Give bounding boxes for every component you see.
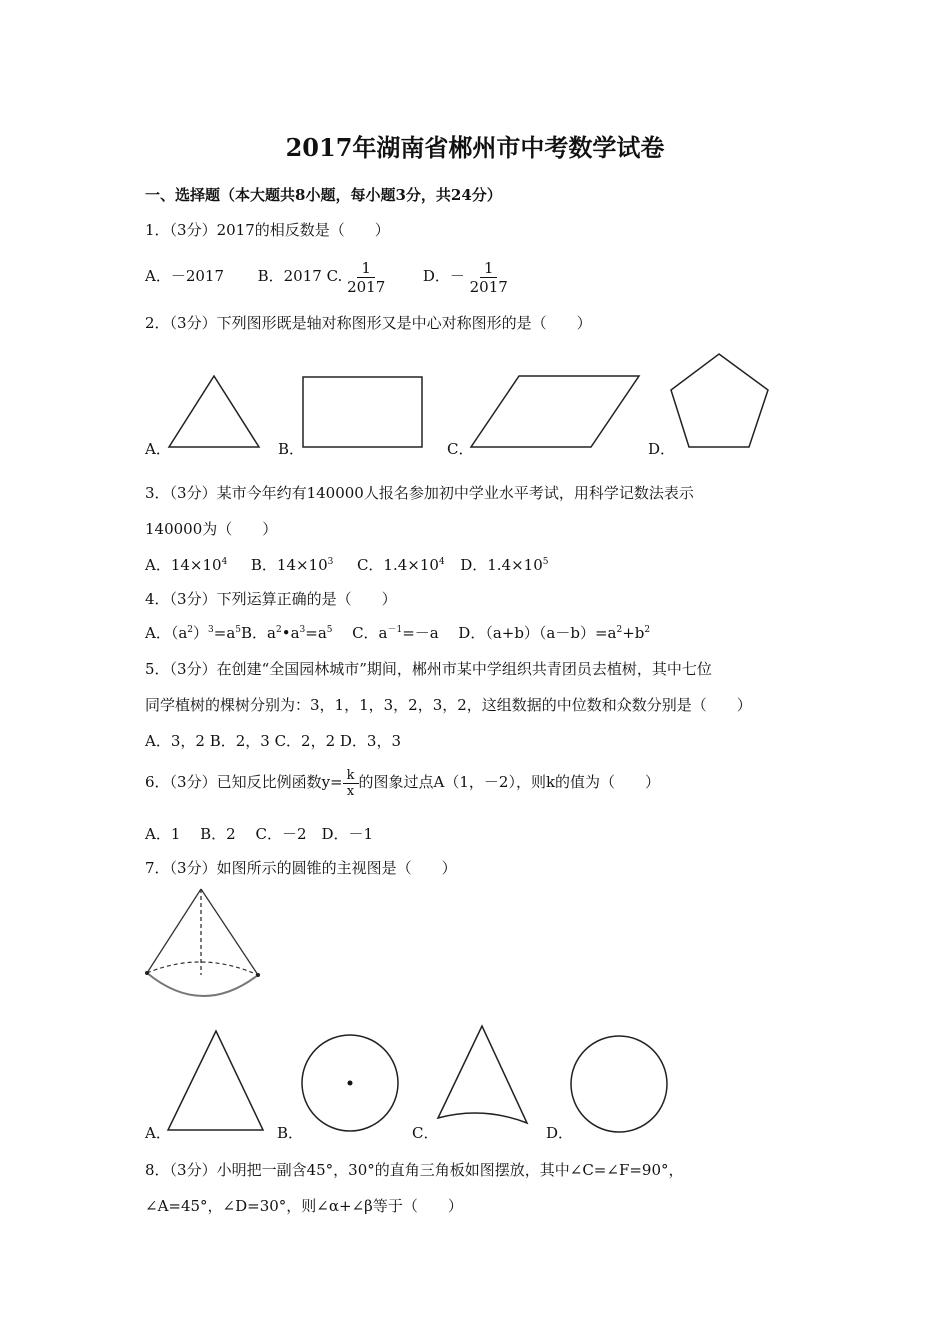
q4-option-b: B．a — [241, 624, 276, 642]
q3-option-a: A．14×10 — [145, 556, 222, 574]
exponent: 2 — [616, 625, 623, 635]
text-part: =a — [213, 624, 236, 642]
question-6-options: A．1 B．2 C．－2 D．－1 — [145, 825, 374, 843]
q4-option-a: A．（a — [145, 624, 188, 642]
q7-option-a: A． — [145, 1124, 171, 1142]
page-title: 2017年湖南省郴州市中考数学试卷 — [285, 133, 665, 162]
question-1-stem: 1．（3分）2017的相反数是（ ） — [145, 221, 390, 239]
text-part: •a — [281, 624, 300, 642]
fraction-denominator: 2017 — [347, 277, 386, 296]
q2-option-b: B． — [278, 440, 305, 458]
exponent: 3 — [299, 625, 306, 635]
option-b-center-dot — [348, 1081, 353, 1086]
q7-option-d: D． — [546, 1124, 574, 1142]
q1-option-b: B．2017 — [257, 267, 322, 285]
fraction-numerator: k — [343, 768, 359, 784]
q2-option-c: C． — [447, 440, 474, 458]
question-5-stem-line1: 5．（3分）在创建“全国园林城市”期间，郴州市某中学组织共青团员去植树，其中七位 — [145, 660, 712, 678]
text-part: ） — [193, 624, 209, 642]
exponent: －1 — [387, 625, 403, 635]
question-3-stem-line1: 3．（3分）某市今年约有140000人报名参加初中学业水平考试，用科学记数法表示 — [145, 484, 694, 502]
q1-option-c: C. — [326, 267, 343, 285]
question-5-stem-line2: 同学植树的棵树分别为：3，1，1，3，2，3，2，这组数据的中位数和众数分别是（ ） — [145, 696, 752, 714]
fraction-numerator: 1 — [357, 259, 375, 278]
q6-stem-post: 的图象过点A（1，－2），则k的值为（ ） — [358, 773, 661, 791]
q3-option-d: D．1.4×10 — [460, 556, 543, 574]
q3-option-b: B．14×10 — [250, 556, 328, 574]
exponent: 2 — [187, 625, 194, 635]
option-c-sector — [438, 1026, 527, 1123]
question-8-stem-line2: ∠A=45°，∠D=30°，则∠α+∠β等于（ ） — [145, 1197, 463, 1215]
q7-option-c: C． — [412, 1124, 439, 1142]
exponent: 5 — [235, 625, 242, 635]
question-3-stem-line2: 140000为（ ） — [145, 520, 278, 538]
section-heading: 一、选择题（本大题共8小题，每小题3分，共24分） — [145, 186, 502, 204]
q2-option-a: A． — [145, 440, 171, 458]
fraction-numerator: 1 — [480, 259, 498, 278]
q4-option-c: C．a — [352, 624, 388, 642]
exponent: 5 — [326, 625, 333, 635]
question-2-stem: 2．（3分）下列图形既是轴对称图形又是中心对称图形的是（ ） — [145, 314, 592, 332]
fraction-denominator: 2017 — [469, 277, 508, 296]
q4-option-d: D．（a+b）（a－b）=a — [458, 624, 617, 642]
text-part: =－a — [402, 624, 439, 642]
option-a-triangle — [168, 1031, 263, 1130]
question-7-stem: 7．（3分）如图所示的圆锥的主视图是（ ） — [145, 859, 457, 877]
exponent: 4 — [438, 557, 445, 567]
exponent: 3 — [327, 557, 334, 567]
q7-option-b: B． — [277, 1124, 304, 1142]
exponent: 4 — [221, 557, 228, 567]
exponent: 2 — [644, 625, 651, 635]
option-d-circle — [571, 1036, 667, 1132]
exponent: 2 — [275, 625, 282, 635]
question-5-options: A．3，2 B．2，3 C．2，2 D．3，3 — [145, 732, 402, 750]
text-part: +b — [622, 624, 645, 642]
q2-option-d: D． — [648, 440, 676, 458]
q6-stem-pre: 6．（3分）已知反比例函数y= — [145, 773, 343, 791]
fraction-denominator: x — [346, 783, 355, 799]
text-part: =a — [305, 624, 327, 642]
question-8-stem-line1: 8．（3分）小明把一副含45°，30°的直角三角板如图摆放，其中∠C=∠F=90°， — [145, 1161, 684, 1179]
exponent: 3 — [208, 625, 214, 635]
q1-option-d: D．－ — [422, 267, 465, 285]
cone-figure — [145, 889, 260, 996]
exponent: 5 — [542, 557, 549, 567]
q3-option-c: C．1.4×10 — [356, 556, 439, 574]
q1-option-a: A．－2017 — [145, 267, 225, 285]
question-4-stem: 4．（3分）下列运算正确的是（ ） — [145, 590, 397, 608]
